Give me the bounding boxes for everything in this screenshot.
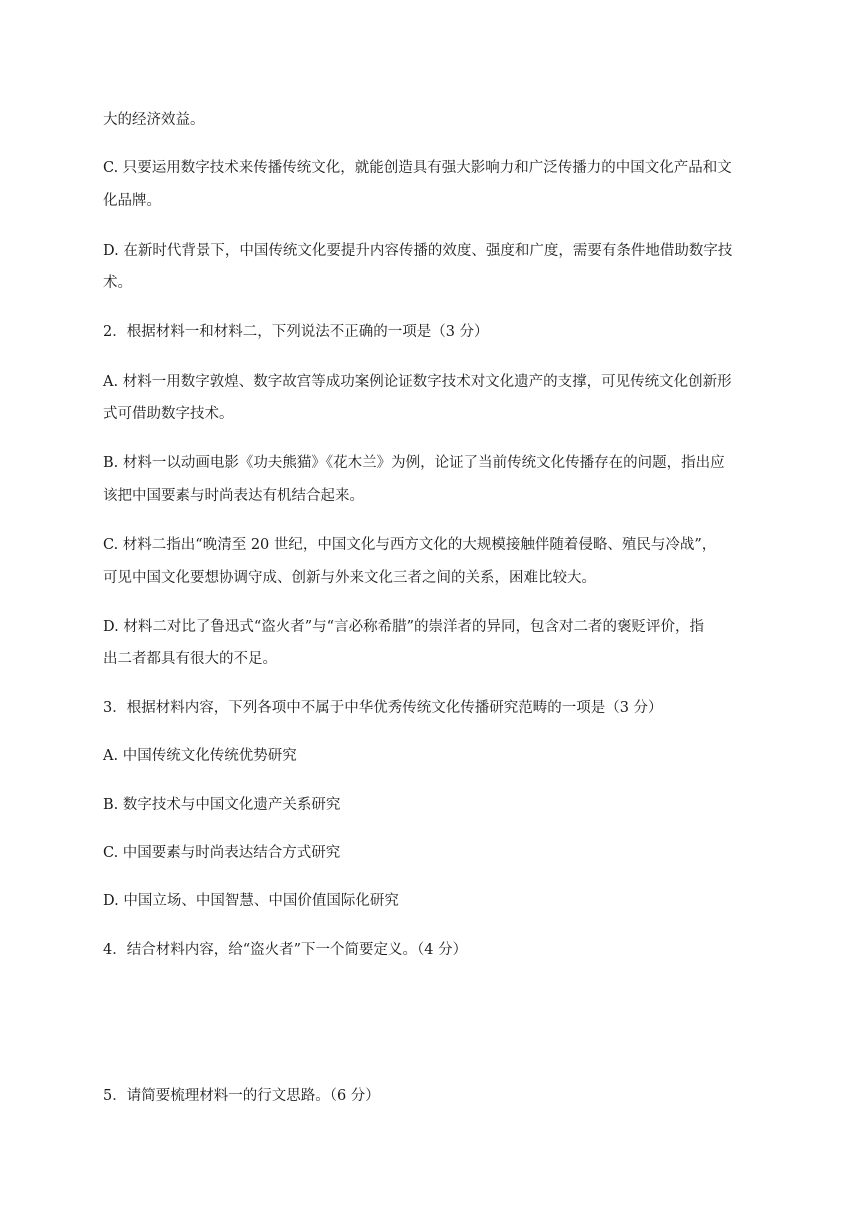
q3-option-a: A. 中国传统文化传统优势研究 <box>103 748 297 764</box>
q2-option-c-line-1: C. 材料二指出“晚清至 20 世纪，中国文化与西方文化的大规模接触伴随着侵略、殖民与冷战”， <box>103 537 717 553</box>
option-d-line-2: 术。 <box>103 275 132 291</box>
q2-option-b-line-2: 该把中国要素与时尚表达有机结合起来。 <box>103 488 364 504</box>
q2-option-a-line-2: 式可借助数字技术。 <box>103 406 234 422</box>
q3-option-d: D. 中国立场、中国智慧、中国价值国际化研究 <box>103 893 399 909</box>
q2-option-a-line-1: A. 材料一用数字敦煌、数字故宫等成功案例论证数字技术对文化遗产的支撑，可见传统文化创新形 <box>103 374 732 390</box>
q3-option-b: B. 数字技术与中国文化遗产关系研究 <box>103 797 341 813</box>
q2-option-d-line-1: D. 材料二对比了鲁迅式“盗火者”与“言必称希腊”的崇洋者的异同，包含对二者的褒贬评价，指 <box>103 619 704 635</box>
option-c-line-2: 化品牌。 <box>103 193 161 209</box>
question-5: 5．请简要梳理材料一的行文思路。（6 分） <box>103 1088 380 1104</box>
question-2: 2．根据材料一和材料二，下列说法不正确的一项是（3 分） <box>103 324 489 340</box>
q2-option-b-line-1: B. 材料一以动画电影《功夫熊猫》《花木兰》为例，论证了当前传统文化传播存在的问题，指出应 <box>103 455 725 471</box>
text-line: 大的经济效益。 <box>103 112 205 128</box>
option-d-line-1: D. 在新时代背景下，中国传统文化要提升内容传播的效度、强度和广度，需要有条件地借助数字技 <box>103 243 733 259</box>
option-c-line-1: C. 只要运用数字技术来传播传统文化，就能创造具有强大影响力和广泛传播力的中国文化产品和文 <box>103 160 732 176</box>
q3-option-c: C. 中国要素与时尚表达结合方式研究 <box>103 845 341 861</box>
q2-option-c-line-2: 可见中国文化要想协调守成、创新与外来文化三者之间的关系，困难比较大。 <box>103 570 596 586</box>
question-3: 3．根据材料内容，下列各项中不属于中华优秀传统文化传播研究范畴的一项是（3 分） <box>103 700 663 716</box>
q2-option-d-line-2: 出二者都具有很大的不足。 <box>103 651 277 667</box>
question-4: 4．结合材料内容，给“盗火者”下一个简要定义。（4 分） <box>103 942 468 958</box>
